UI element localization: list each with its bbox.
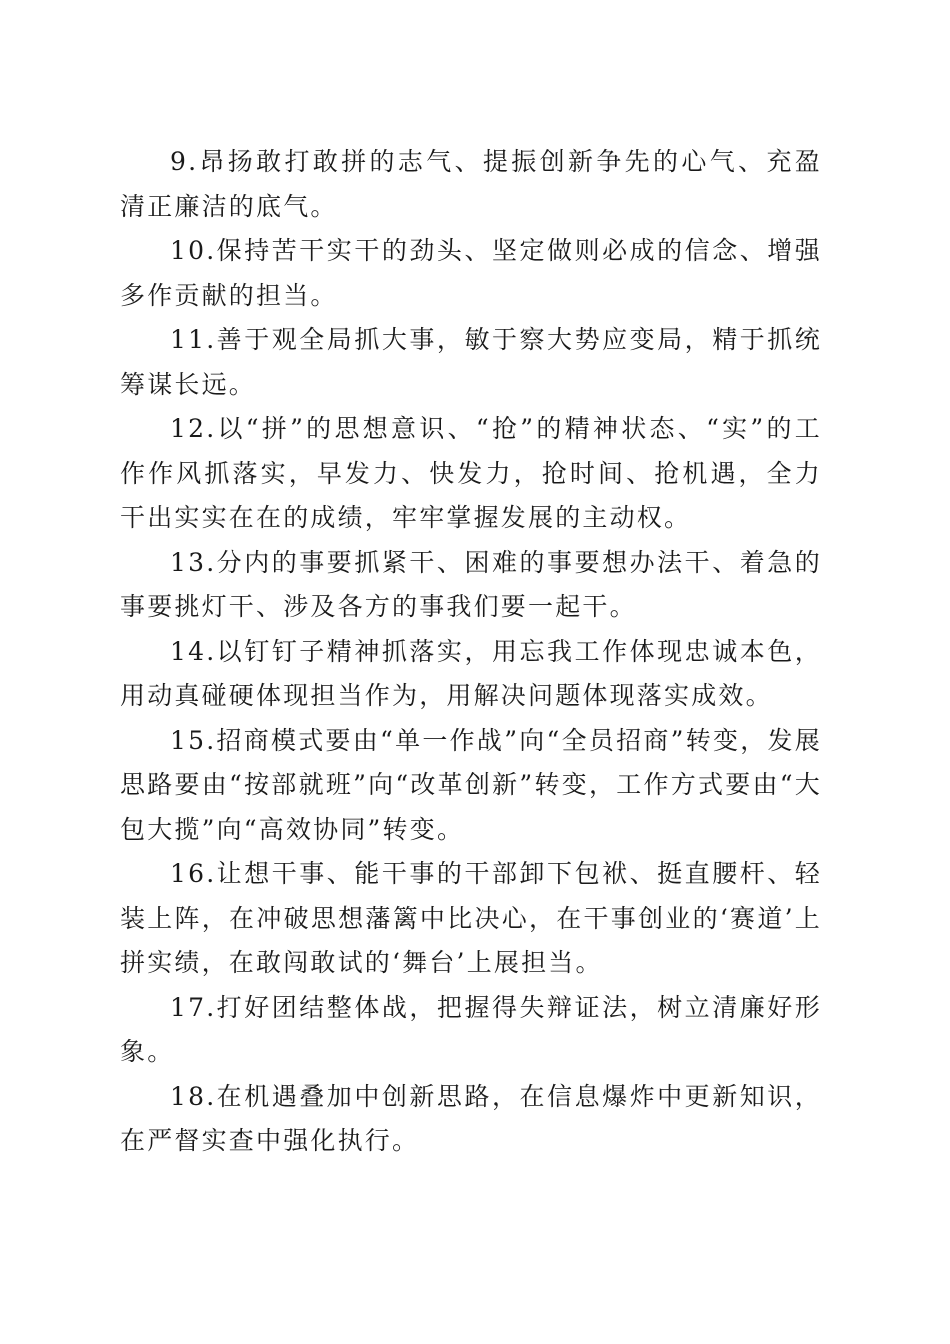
- paragraph-13: 13.分内的事要抓紧干、困难的事要想办法干、着急的事要挑灯干、涉及各方的事我们要一起干。: [120, 547, 822, 621]
- paragraph-9: 9.昂扬敢打敢拼的志气、提振创新争先的心气、充盈清正廉洁的底气。: [120, 147, 822, 221]
- paragraph-10: 10.保持苦干实干的劲头、坚定做则必成的信念、增强多作贡献的担当。: [120, 236, 822, 310]
- paragraph-17: 17.打好团结整体战，把握得失辩证法，树立清廉好形象。: [120, 992, 822, 1066]
- paragraph-16: 16.让想干事、能干事的干部卸下包袱、挺直腰杆、轻装上阵，在冲破思想藩篱中比决心，在干事创业的‘赛道’上拼实绩，在敢闯敢试的‘舞台’上展担当。: [120, 859, 822, 977]
- paragraph-11: 11.善于观全局抓大事，敏于察大势应变局，精于抓统筹谋长远。: [120, 325, 822, 399]
- paragraph-15: 15.招商模式要由“单一作战”向“全员招商”转变，发展思路要由“按部就班”向“改革创新”转变，工作方式要由“大包大揽”向“高效协同”转变。: [120, 725, 822, 844]
- paragraph-18: 18.在机遇叠加中创新思路，在信息爆炸中更新知识，在严督实查中强化执行。: [120, 1081, 822, 1155]
- paragraph-14: 14.以钉钉子精神抓落实，用忘我工作体现忠诚本色，用动真碰硬体现担当作为，用解决问题体现落实成效。: [120, 636, 822, 710]
- paragraph-12: 12.以“拼”的思想意识、“抢”的精神状态、“实”的工作作风抓落实，早发力、快发力，抢时间、抢机遇，全力干出实实在在的成绩，牢牢掌握发展的主动权。: [120, 414, 822, 532]
- document-body: [120, 140, 822, 1164]
